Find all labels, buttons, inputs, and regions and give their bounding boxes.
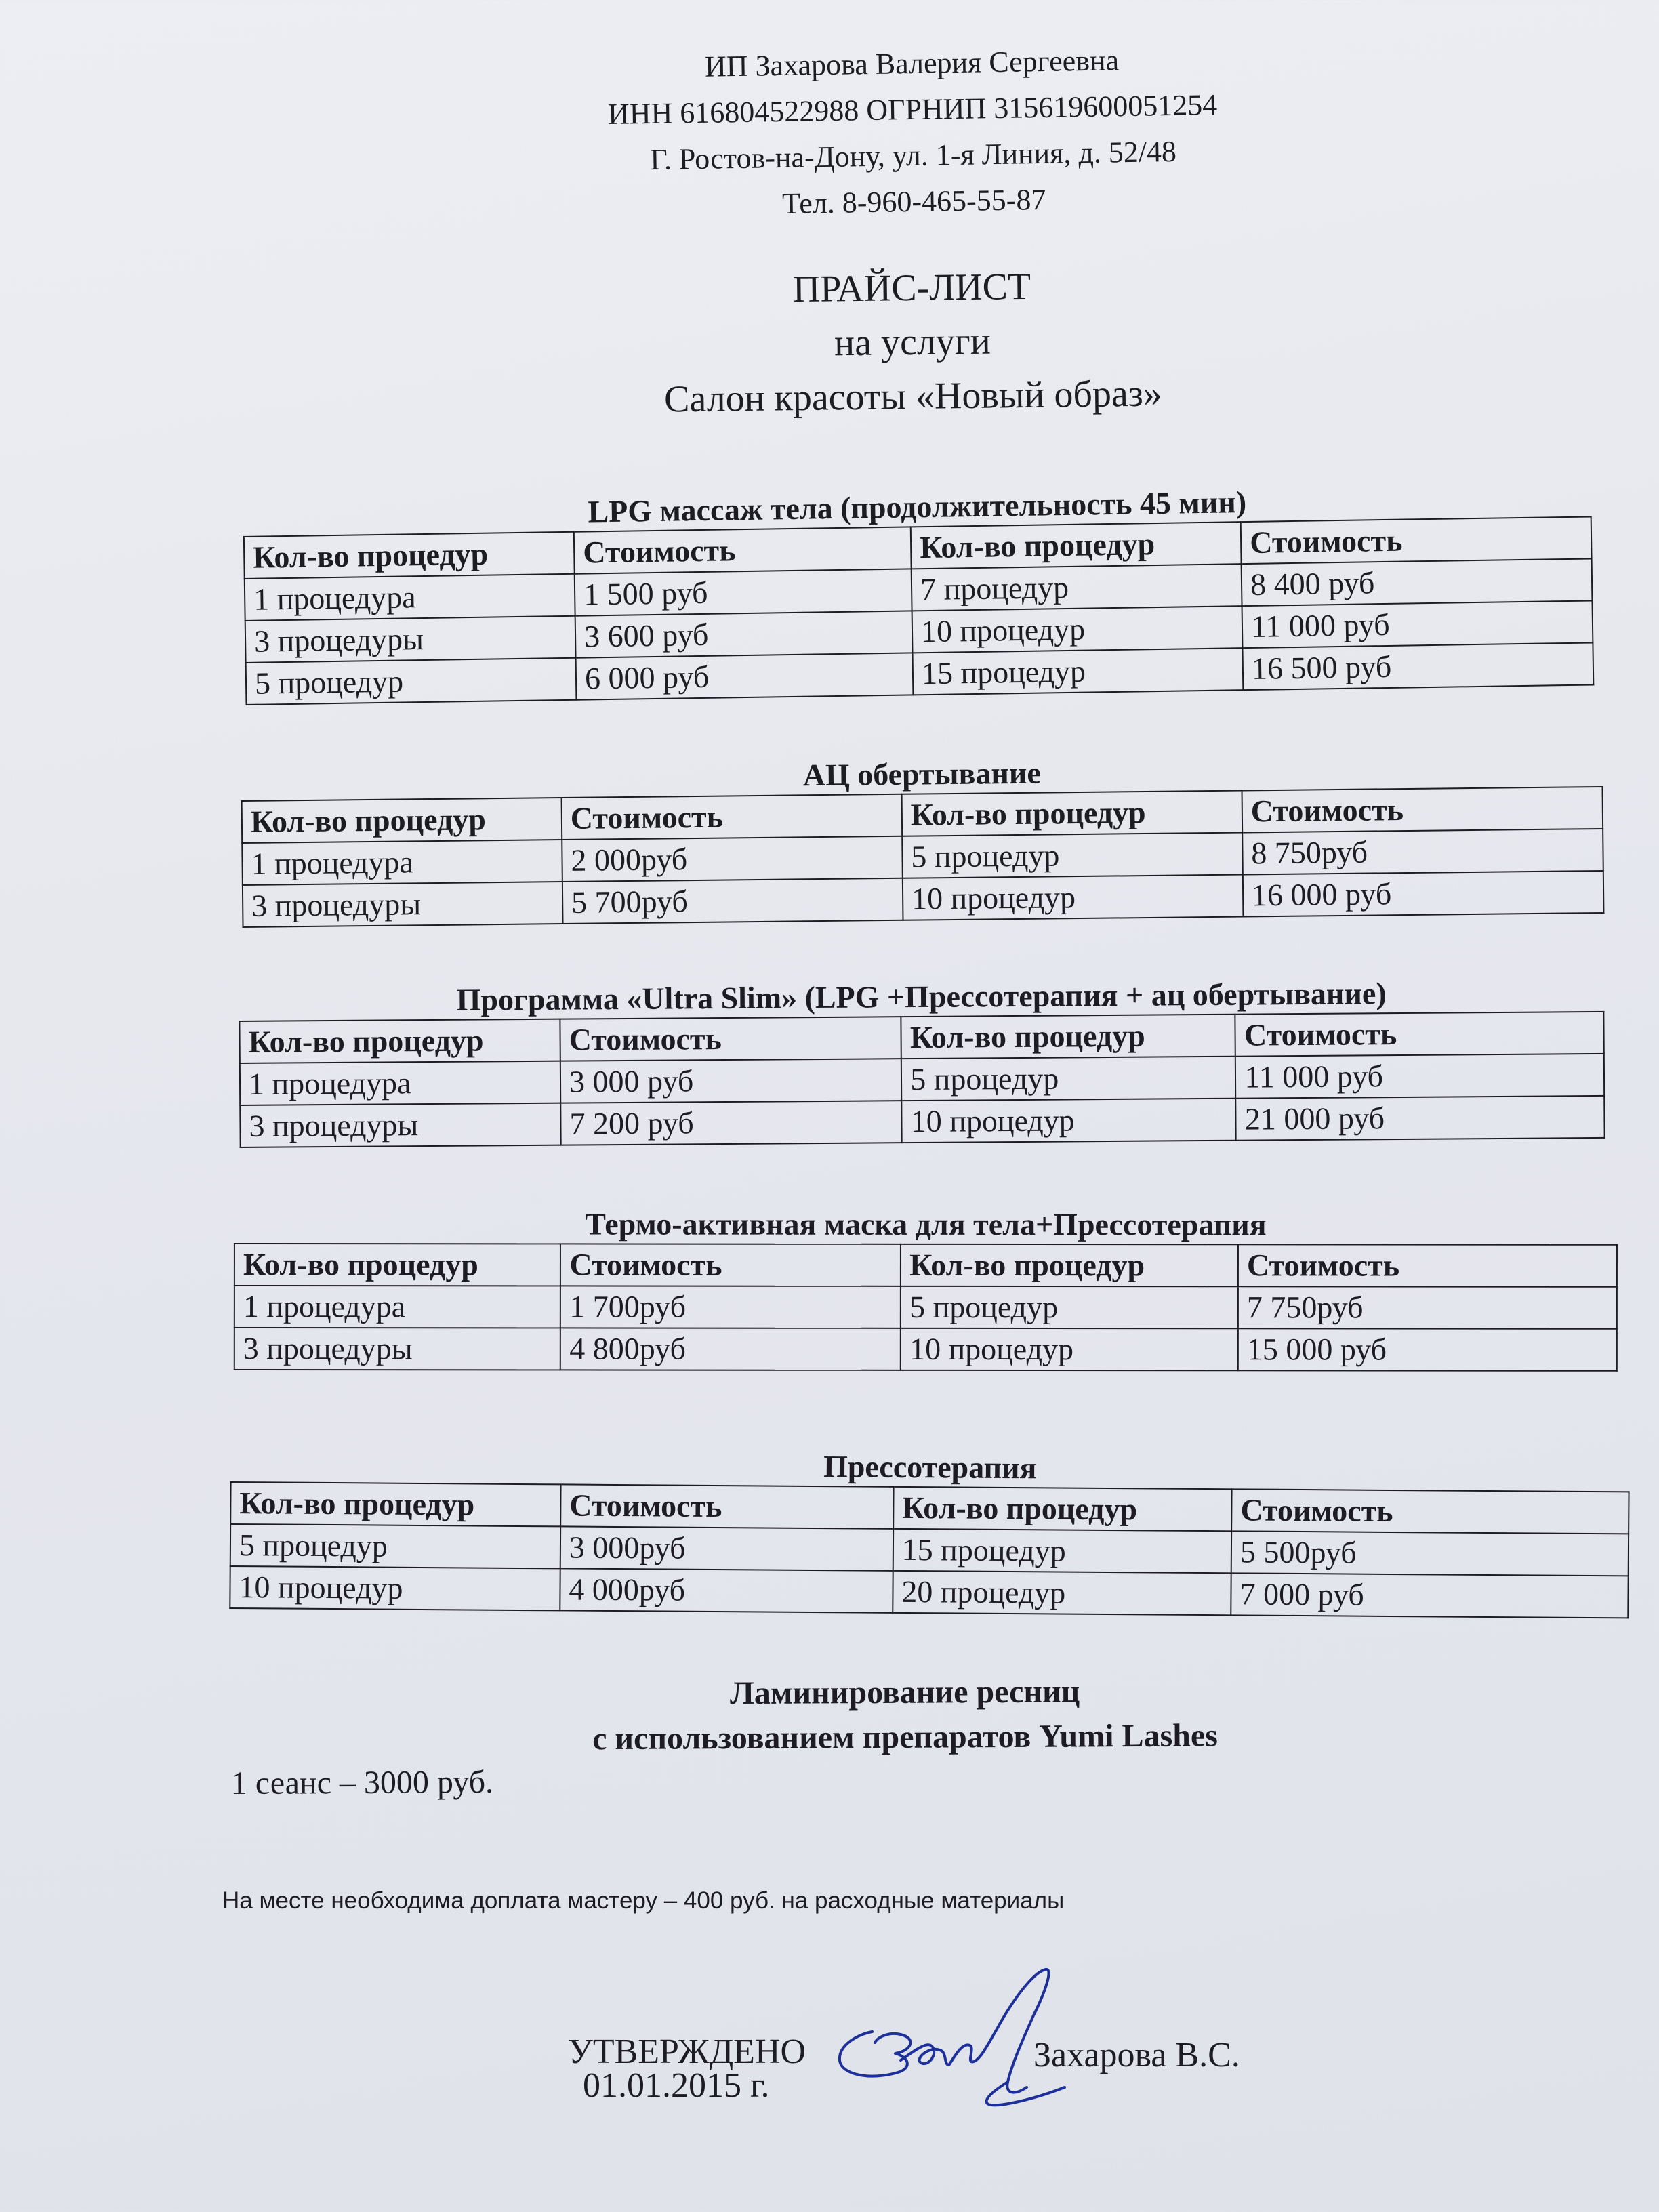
company-phone: Тел. 8-960-465-55-87 xyxy=(781,182,1046,221)
table-cell: 7 200 руб xyxy=(560,1101,902,1145)
section-ultra-slim xyxy=(239,973,1605,1148)
section-ac-wrap xyxy=(241,748,1604,928)
price-table xyxy=(239,1011,1605,1148)
header-cell: Стоимость xyxy=(1241,516,1592,564)
header-cell: Кол-во процедур xyxy=(242,798,562,843)
header-cell: Стоимость xyxy=(1242,787,1603,833)
section-title: АЦ обертывание xyxy=(802,755,1042,793)
company-header xyxy=(0,26,1659,239)
signer-name: Захарова В.С. xyxy=(1033,2036,1240,2074)
table-cell: 10 процедур xyxy=(902,1099,1237,1143)
table-cell: 8 750руб xyxy=(1242,829,1603,875)
table-row xyxy=(230,1566,1628,1618)
header-cell: Стоимость xyxy=(1238,1244,1617,1286)
table-cell: 2 000руб xyxy=(562,836,903,882)
table-cell: 5 процедур xyxy=(230,1524,560,1568)
header-cell: Стоимость xyxy=(560,1017,901,1061)
section-title: Прессотерапия xyxy=(823,1449,1037,1486)
table-row xyxy=(240,1096,1604,1147)
header-cell: Кол-во процедур xyxy=(901,1244,1238,1286)
section-title: Термо-активная маска для тела+Прессотерапия xyxy=(585,1206,1267,1242)
header-cell: Стоимость xyxy=(574,527,912,573)
table-cell: 1 500 руб xyxy=(575,569,912,615)
table-cell: 7 750руб xyxy=(1238,1286,1617,1328)
table-cell: 1 процедура xyxy=(242,840,562,885)
header-cell: Кол-во процедур xyxy=(893,1487,1232,1531)
header-cell: Кол-во процедур xyxy=(244,532,575,579)
header-cell: Стоимость xyxy=(1235,1012,1604,1057)
table-row xyxy=(234,1328,1617,1371)
title-line-2: на услуги xyxy=(834,320,991,365)
approval-date xyxy=(583,2060,769,2112)
header-cell: Кол-во процедур xyxy=(234,1244,560,1286)
header-cell: Кол-во процедур xyxy=(911,522,1242,569)
table-cell: 5 500руб xyxy=(1231,1531,1629,1576)
table-cell: 10 процедур xyxy=(230,1566,560,1610)
table-cell: 3 процедуры xyxy=(243,882,562,927)
table-cell: 7 процедур xyxy=(912,564,1242,611)
company-address: Г. Ростов-на-Дону, ул. 1-я Линия, д. 52/48 xyxy=(649,134,1177,177)
section-lpg-massage xyxy=(243,478,1594,705)
table-cell: 8 400 руб xyxy=(1242,558,1593,606)
lash-title-line-2: с использованием препаратов Yumi Lashes xyxy=(592,1717,1218,1757)
table-cell: 1 процедура xyxy=(234,1286,560,1328)
table-cell: 15 000 руб xyxy=(1238,1328,1617,1370)
price-table xyxy=(234,1243,1618,1372)
header-cell: Кол-во процедур xyxy=(239,1019,560,1063)
section-pressotherapy xyxy=(229,1443,1630,1618)
header-cell: Кол-во процедур xyxy=(230,1482,560,1526)
header-cell: Стоимость xyxy=(560,1244,901,1286)
approval-label: УТВЕРЖДЕНО xyxy=(568,2032,806,2071)
materials-note: На месте необходима доплата мастеру – 400 руб. на расходные материалы xyxy=(222,1887,1065,1914)
header-cell: Стоимость xyxy=(560,1484,893,1528)
table-cell: 16 500 руб xyxy=(1243,642,1594,690)
section-lash-lamination xyxy=(230,1667,1580,1804)
section-title: Программа «Ultra Slim» (LPG +Прессотерапия + ац обертывание) xyxy=(456,976,1387,1017)
table-cell: 10 процедур xyxy=(901,1328,1238,1370)
title-line-3: Салон красоты «Новый образ» xyxy=(663,372,1163,421)
document-title xyxy=(0,250,1659,435)
table-row xyxy=(234,1286,1617,1329)
table-cell: 5 процедур xyxy=(246,658,577,705)
table-cell: 5 процедур xyxy=(901,1057,1236,1101)
header-cell: Кол-во процедур xyxy=(901,791,1242,836)
table-cell: 1 700руб xyxy=(560,1286,901,1328)
table-cell: 5 процедур xyxy=(901,1286,1238,1328)
table-cell: 20 процедур xyxy=(893,1571,1231,1615)
lash-title-line-1: Ламинирование ресниц xyxy=(729,1673,1080,1712)
price-table xyxy=(229,1481,1629,1618)
lash-price: 1 сеанс – 3000 руб. xyxy=(230,1763,494,1801)
table-cell: 5 700руб xyxy=(562,878,903,924)
header-cell: Стоимость xyxy=(1231,1489,1629,1534)
approval-date-text: 01.01.2015 г. xyxy=(583,2066,770,2105)
table-cell: 3 000 руб xyxy=(560,1059,902,1103)
table-cell: 3 процедуры xyxy=(245,616,576,663)
table-cell: 16 000 руб xyxy=(1243,871,1604,917)
price-table xyxy=(243,516,1594,705)
table-cell: 15 процедур xyxy=(913,648,1244,695)
table-cell: 15 процедур xyxy=(893,1529,1232,1573)
table-header-row xyxy=(234,1244,1617,1287)
table-cell: 7 000 руб xyxy=(1231,1573,1628,1618)
title-line-1: ПРАЙС-ЛИСТ xyxy=(792,265,1031,311)
table-cell: 3 600 руб xyxy=(575,611,913,657)
table-cell: 11 000 руб xyxy=(1235,1054,1604,1099)
table-cell: 1 процедура xyxy=(245,574,575,621)
header-cell: Кол-во процедур xyxy=(901,1015,1236,1059)
table-cell: 4 000руб xyxy=(560,1568,893,1612)
table-cell: 1 процедура xyxy=(240,1061,560,1105)
company-registration: ИНН 616804522988 ОГРНИП 315619600051254 xyxy=(607,87,1218,131)
table-cell: 3 000руб xyxy=(560,1526,893,1570)
section-thermo-mask xyxy=(234,1205,1618,1372)
header-cell: Стоимость xyxy=(561,794,902,840)
table-cell: 11 000 руб xyxy=(1242,600,1593,648)
table-cell: 4 800руб xyxy=(560,1328,901,1370)
table-cell: 10 процедур xyxy=(903,875,1244,920)
table-cell: 5 процедур xyxy=(902,833,1243,878)
table-cell: 3 процедуры xyxy=(234,1328,560,1370)
table-cell: 10 процедур xyxy=(912,606,1243,653)
price-table xyxy=(241,786,1605,928)
company-name: ИП Захарова Валерия Сергеевна xyxy=(704,43,1120,83)
table-cell: 21 000 руб xyxy=(1236,1096,1605,1141)
section-title: LPG массаж тела (продолжительность 45 мин) xyxy=(588,485,1247,529)
table-cell: 6 000 руб xyxy=(576,653,914,699)
table-cell: 3 процедуры xyxy=(240,1103,560,1147)
